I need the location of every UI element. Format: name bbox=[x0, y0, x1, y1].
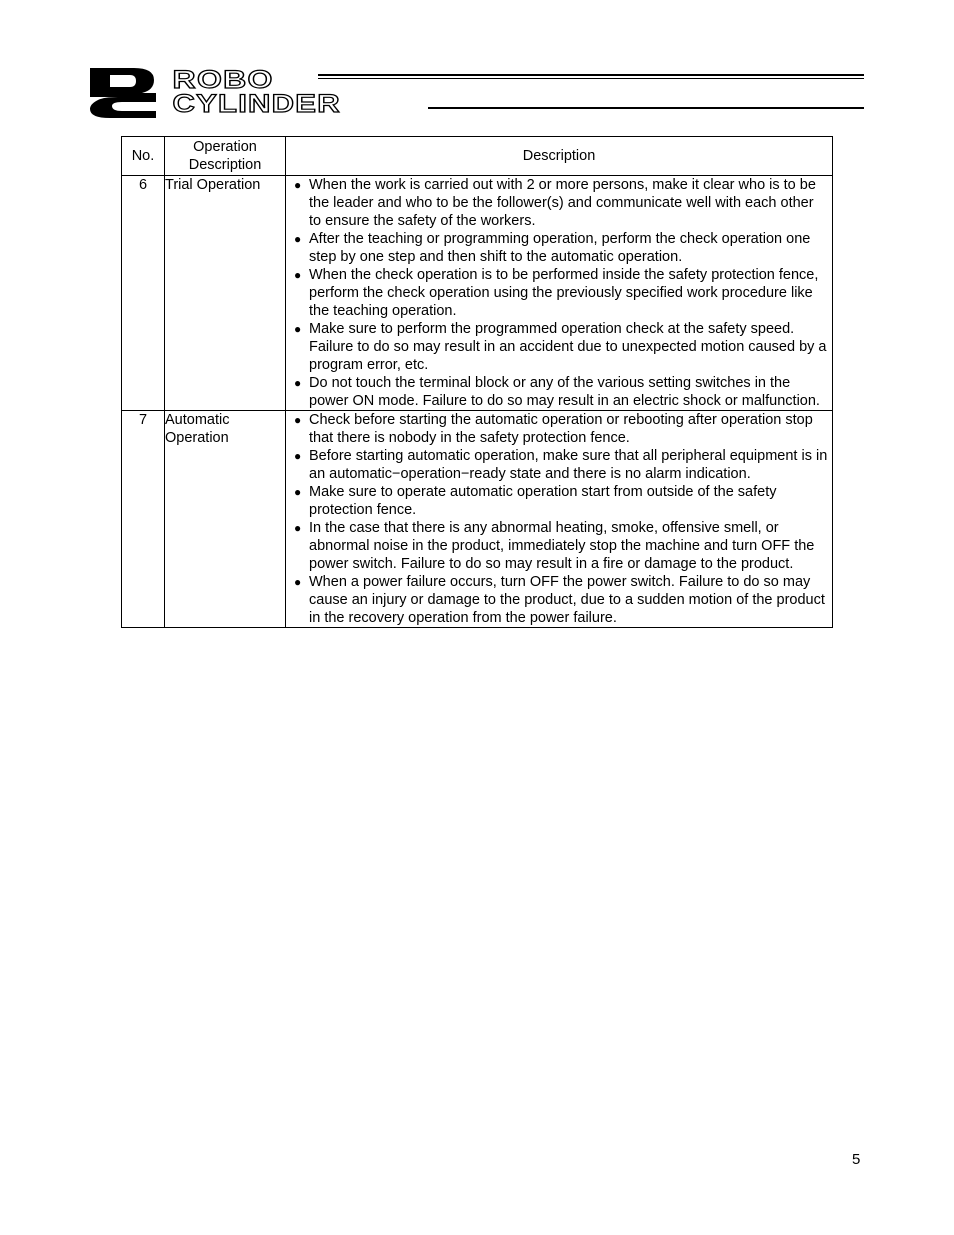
svg-text:CYLINDER: CYLINDER bbox=[172, 89, 341, 116]
row-operation bbox=[165, 176, 286, 411]
bullet-icon: ● bbox=[294, 232, 302, 246]
robo-cylinder-logo bbox=[88, 66, 864, 122]
svg-text:ROBO: ROBO bbox=[172, 66, 274, 95]
description-list bbox=[286, 176, 832, 410]
bullet-icon: ● bbox=[294, 449, 302, 463]
header-operation-line1: Operation bbox=[193, 139, 257, 155]
row-description bbox=[286, 176, 833, 411]
operation-safety-table bbox=[121, 136, 833, 628]
bullet-icon: ● bbox=[294, 575, 302, 589]
table-row bbox=[122, 176, 833, 411]
bullet-icon: ● bbox=[294, 521, 302, 535]
header-no: No. bbox=[122, 137, 165, 176]
bullet-icon: ● bbox=[294, 413, 302, 427]
bullet-icon: ● bbox=[294, 485, 302, 499]
list-item: ● Before starting automatic operation, make sure that all peripheral equipment is in an automatic−operation−ready state and there is no alarm indication. bbox=[294, 448, 828, 482]
bullet-icon: ● bbox=[294, 376, 302, 390]
header-operation bbox=[165, 137, 286, 176]
list-item: ● Make sure to operate automatic operation start from outside of the safety protection fence. bbox=[294, 484, 777, 518]
bullet-icon: ● bbox=[294, 178, 302, 192]
list-item: ● Check before starting the automatic operation or rebooting after operation stop that there is nobody in the safety protection fence. bbox=[294, 412, 813, 446]
bullet-icon: ● bbox=[294, 322, 302, 336]
row-number: 7 bbox=[122, 411, 165, 628]
row-description bbox=[286, 411, 833, 628]
row-operation-line2: Operation bbox=[165, 430, 229, 446]
list-item: ● When the work is carried out with 2 or more persons, make it clear who is to be the leader and who to be the follower(s) and communicate well with each other to ensure the safety of the workers. bbox=[294, 177, 816, 229]
description-list bbox=[286, 411, 832, 627]
list-item: ● When the check operation is to be performed inside the safety protection fence, perform the check operation using the previously specified work procedure like the teaching operation. bbox=[294, 267, 819, 319]
header-rule-top bbox=[318, 74, 864, 76]
row-number: 6 bbox=[122, 176, 165, 411]
list-item: ● In the case that there is any abnormal heating, smoke, offensive smell, or abnormal noise in the product, immediately stop the machine and turn OFF the power switch. Failure to do so may result in a fire or damage to the product. bbox=[294, 520, 815, 572]
row-operation-line1: Trial Operation bbox=[165, 177, 261, 193]
list-item: ● After the teaching or programming operation, perform the check operation one step by one step and then shift to the automatic operation. bbox=[294, 231, 811, 265]
list-item: ● When a power failure occurs, turn OFF the power switch. Failure to do so may cause an injury or damage to the product, due to a sudden motion of the product in the recovery operation from the power failure. bbox=[294, 574, 825, 626]
list-item: ● Make sure to perform the programmed operation check at the safety speed. Failure to do so may result in an accident due to unexpected motion caused by a program error, etc. bbox=[294, 321, 827, 373]
rc-monogram-logo bbox=[88, 66, 160, 120]
row-operation bbox=[165, 411, 286, 628]
table-row bbox=[122, 411, 833, 628]
page-number: 5 bbox=[852, 1151, 861, 1168]
bullet-icon: ● bbox=[294, 268, 302, 282]
header-rule-bottom bbox=[428, 107, 864, 109]
header-operation-line2: Description bbox=[188, 157, 262, 173]
header-rule-top-thin bbox=[318, 78, 864, 79]
header-description: Description bbox=[286, 137, 833, 176]
list-item: ● Do not touch the terminal block or any of the various setting switches in the power ON mode. Failure to do so may result in an electric shock or malfunction. bbox=[294, 375, 820, 409]
table-header-row bbox=[122, 137, 833, 176]
row-operation-line1: Automatic bbox=[165, 412, 230, 428]
